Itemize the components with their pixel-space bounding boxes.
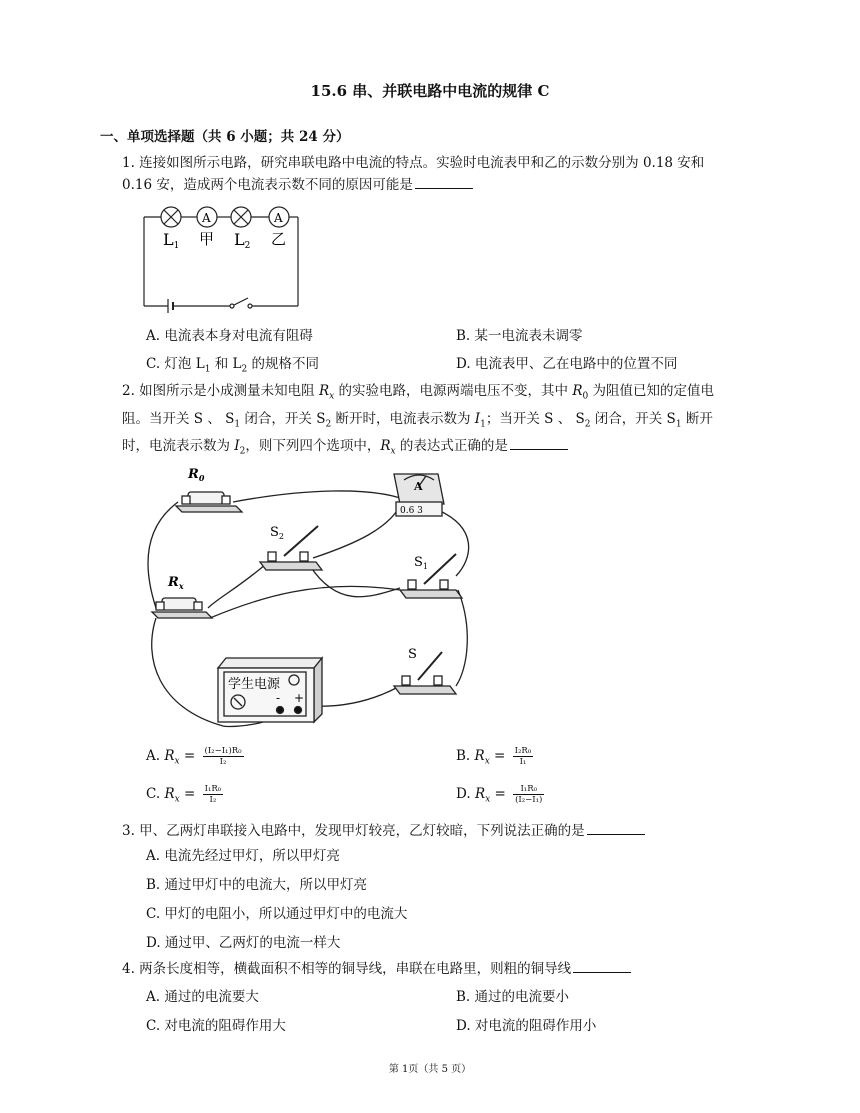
answer-blank [573,971,631,973]
question-3: 3. 甲、乙两灯串联接入电路中，发现甲灯较亮，乙灯较暗，下列说法正确的是 [122,820,762,842]
q3-option-d[interactable]: D. 通过甲、乙两灯的电流一样大 [146,935,341,951]
label-jia: 甲 [199,230,215,248]
label-s: S [408,647,417,662]
q1-option-b[interactable]: B. 某一电流表未调零 [456,328,583,344]
q1-option-a[interactable]: A. 电流表本身对电流有阻碍 [146,328,313,344]
ammeter-symbol-a: A [202,211,211,225]
q4-option-a[interactable]: A. 通过的电流要大 [146,989,259,1005]
question-1-line-2-text: 0.16 安，造成两个电流表示数不同的原因可能是 [122,177,413,193]
ammeter-symbol-a: A [274,211,283,225]
label-s2: $S_2$ [270,525,284,541]
minus-terminal: - [276,691,281,705]
ammeter-letter: A [414,480,423,493]
question-1-line-1: 1. 连接如图所示电路，研究串联电路中电流的特点。实验时电流表甲和乙的示数分别为 0.18 安和 [122,155,705,171]
answer-blank [510,448,568,450]
q1-option-d[interactable]: D. 电流表甲、乙在电路中的位置不同 [456,356,678,372]
plus-terminal: + [294,691,305,705]
question-2 [122,380,772,463]
question-2-line-3: 时，电流表示数为 $I_2$，则下列四个选项中，$R_x$ 的表达式正确的是 [122,435,772,463]
q1-option-c[interactable]: C. 灯泡 $L_1$ 和 $L_2$ 的规格不同 [146,356,320,375]
q2-option-d[interactable]: D. $R_x$ = $\frac{\text{I₁R₀}}{\text{(I₂−I₁)}}$ [456,784,543,805]
label-yi: 乙 [271,230,287,248]
q2-option-a[interactable]: A. $R_x$ = $\frac{\text{(I₂−I₁)R₀}}{\text{I₂}}$ [146,746,242,767]
question-4: 4. 两条长度相等，横截面积不相等的铜导线，串联在电路里，则粗的铜导线 [122,958,762,980]
answer-blank [415,187,473,189]
label-l2: L2 [234,230,251,251]
series-circuit-figure [138,200,308,318]
label-l1: L1 [163,230,180,251]
q3-option-b[interactable]: B. 通过甲灯中的电流大，所以甲灯亮 [146,877,368,893]
power-supply-label: 学生电源 [228,677,281,692]
section-heading: 一、单项选择题（共 6 小题；共 24 分） [100,129,350,145]
question-2-line-2: 阻。当开关 S 、 $S_1$ 闭合，开关 $S_2$ 断开时，电流表示数为 $I_1$；当开关 S 、 $S_2$ 闭合，开关 $S_1$ 断开 [122,410,713,430]
ammeter-scale: 0.6 3 [400,506,423,516]
label-rx: $R_x$ [168,575,184,591]
label-s1: $S_1$ [414,555,428,571]
label-r0: $R_0$ [188,467,205,483]
answer-blank [587,833,645,835]
question-2-line-1: 2. 如图所示是小成测量未知电阻 $R_x$ 的实验电路，电源两端电压不变，其中 $R_0$ 为阻值已知的定值电 [122,383,715,402]
question-1 [122,152,762,196]
document-title: 15.6 串、并联电路中电流的规律 C [310,82,550,100]
q2-option-b[interactable]: B. $R_x$ = $\frac{\text{I₂R₀}}{\text{I₁}}$ [456,746,532,767]
q4-option-d[interactable]: D. 对电流的阻碍作用小 [456,1018,597,1034]
question-1-line-2 [122,174,762,196]
q3-option-c[interactable]: C. 甲灯的电阻小，所以通过甲灯中的电流大 [146,906,408,922]
q4-option-b[interactable]: B. 通过的电流要小 [456,989,570,1005]
page-footer: 第 1页（共 5 页） [388,1064,472,1075]
measurement-circuit-figure [138,458,478,734]
q4-option-c[interactable]: C. 对电流的阻碍作用大 [146,1018,286,1034]
q2-option-c[interactable]: C. $R_x$ = $\frac{\text{I₁R₀}}{\text{I₂}}$ [146,784,222,805]
q3-option-a[interactable]: A. 电流先经过甲灯，所以甲灯亮 [146,848,340,864]
